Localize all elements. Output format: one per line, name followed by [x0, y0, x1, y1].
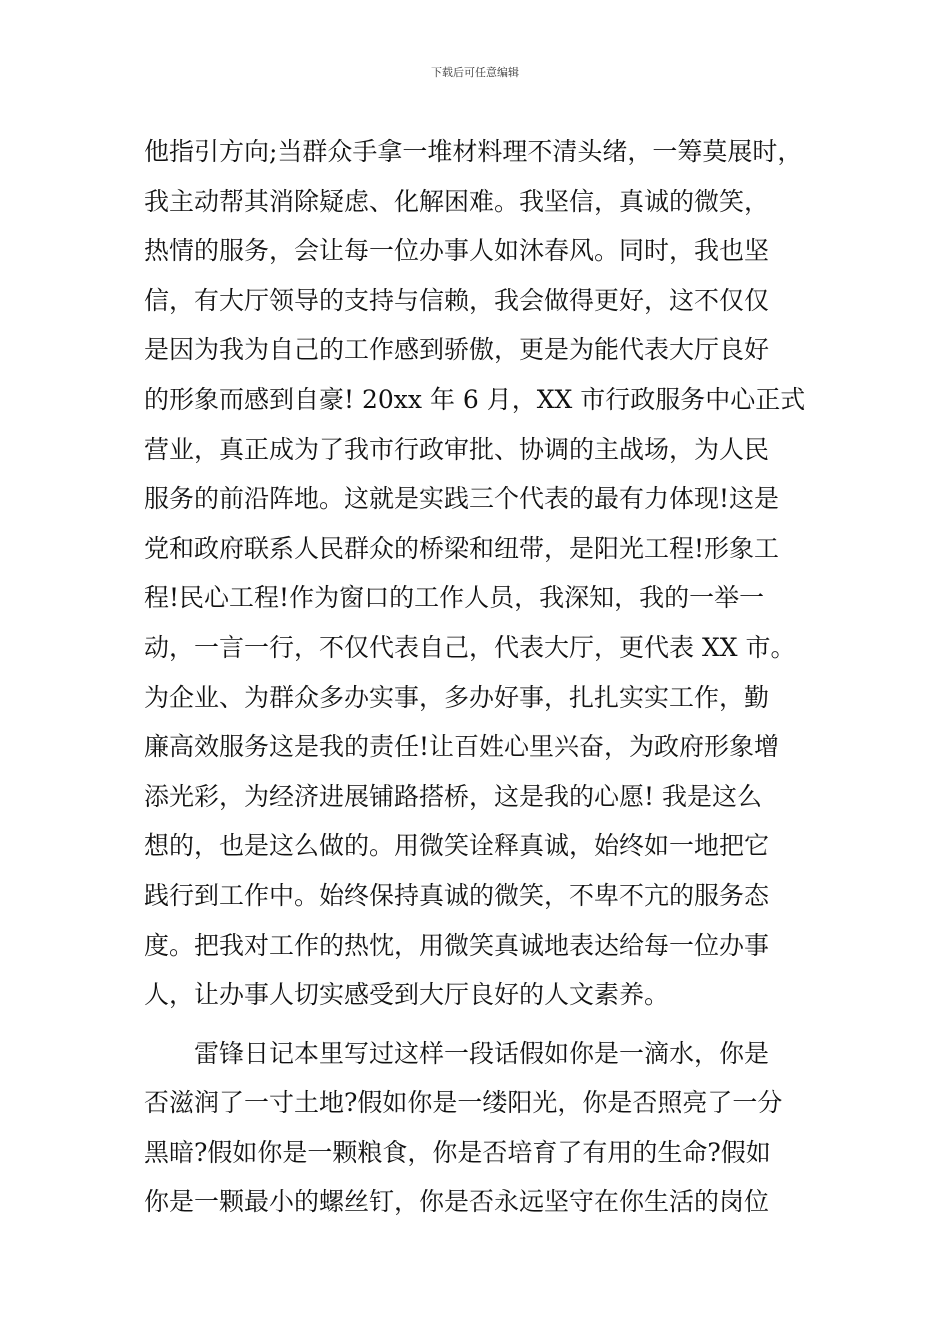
text-line: 是因为我为自己的工作感到骄傲，更是为能代表大厅良好 [144, 335, 770, 365]
text-line: 黑暗?假如你是一颗粮食，你是否培育了有用的生命?假如 [144, 1137, 771, 1167]
text-line: 雷锋日记本里写过这样一段话假如你是一滴水，你是 [144, 1038, 770, 1068]
text-line: 他指引方向;当群众手拿一堆材料理不清头绪，一筹莫展时， [144, 137, 803, 166]
text-line: 信，有大厅领导的支持与信赖，我会做得更好，这不仅仅 [144, 285, 770, 315]
text-line: 我主动帮其消除疑虑、化解困难。我坚信，真诚的微笑， [144, 186, 770, 216]
text-line: 热情的服务，会让每一位办事人如沐春风。同时，我也坚 [144, 236, 770, 266]
paragraph-2 [144, 1029, 819, 1227]
text-line: 营业，真正成为了我市行政审批、协调的主战场，为人民 [144, 434, 770, 464]
text-line: 添光彩，为经济进展铺路搭桥，这是我的心愿! 我是这么 [144, 781, 762, 811]
text-line: 程!民心工程!作为窗口的工作人员，我深知，我的一举一 [144, 583, 765, 613]
paragraph-spacer [144, 1020, 819, 1029]
text-line: 为企业、为群众多办实事，多办好事，扎扎实实工作，勤 [144, 682, 770, 712]
text-line: 度。把我对工作的热忱，用微笑真诚地表达给每一位办事 [144, 930, 770, 960]
paragraph-1 [144, 127, 819, 1020]
text-line: 否滋润了一寸土地?假如你是一缕阳光，你是否照亮了一分 [144, 1088, 783, 1118]
text-line: 服务的前沿阵地。这就是实践三个代表的最有力体现!这是 [144, 484, 780, 514]
text-line: 你是一颗最小的螺丝钉，你是否永远坚守在你生活的岗位 [144, 1187, 770, 1217]
text-line: 践行到工作中。始终保持真诚的微笑，不卑不亢的服务态 [144, 880, 770, 910]
text-line: 党和政府联系人民群众的桥梁和纽带，是阳光工程!形象工 [144, 533, 780, 563]
document-body [144, 127, 819, 1227]
page-header: 下载后可任意编辑 [431, 66, 519, 79]
text-line: 人，让办事人切实感受到大厅良好的人文素养。 [144, 980, 670, 1010]
text-line: 动，一言一行，不仅代表自己，代表大厅，更代表 XX 市。 [144, 632, 796, 662]
text-line: 廉高效服务这是我的责任!让百姓心里兴奋，为政府形象增 [144, 732, 780, 762]
text-line: 想的，也是这么做的。用微笑诠释真诚，始终如一地把它 [144, 831, 770, 861]
text-line: 的形象而感到自豪! 20xx 年 6 月，XX 市行政服务中心正式 [144, 384, 806, 414]
